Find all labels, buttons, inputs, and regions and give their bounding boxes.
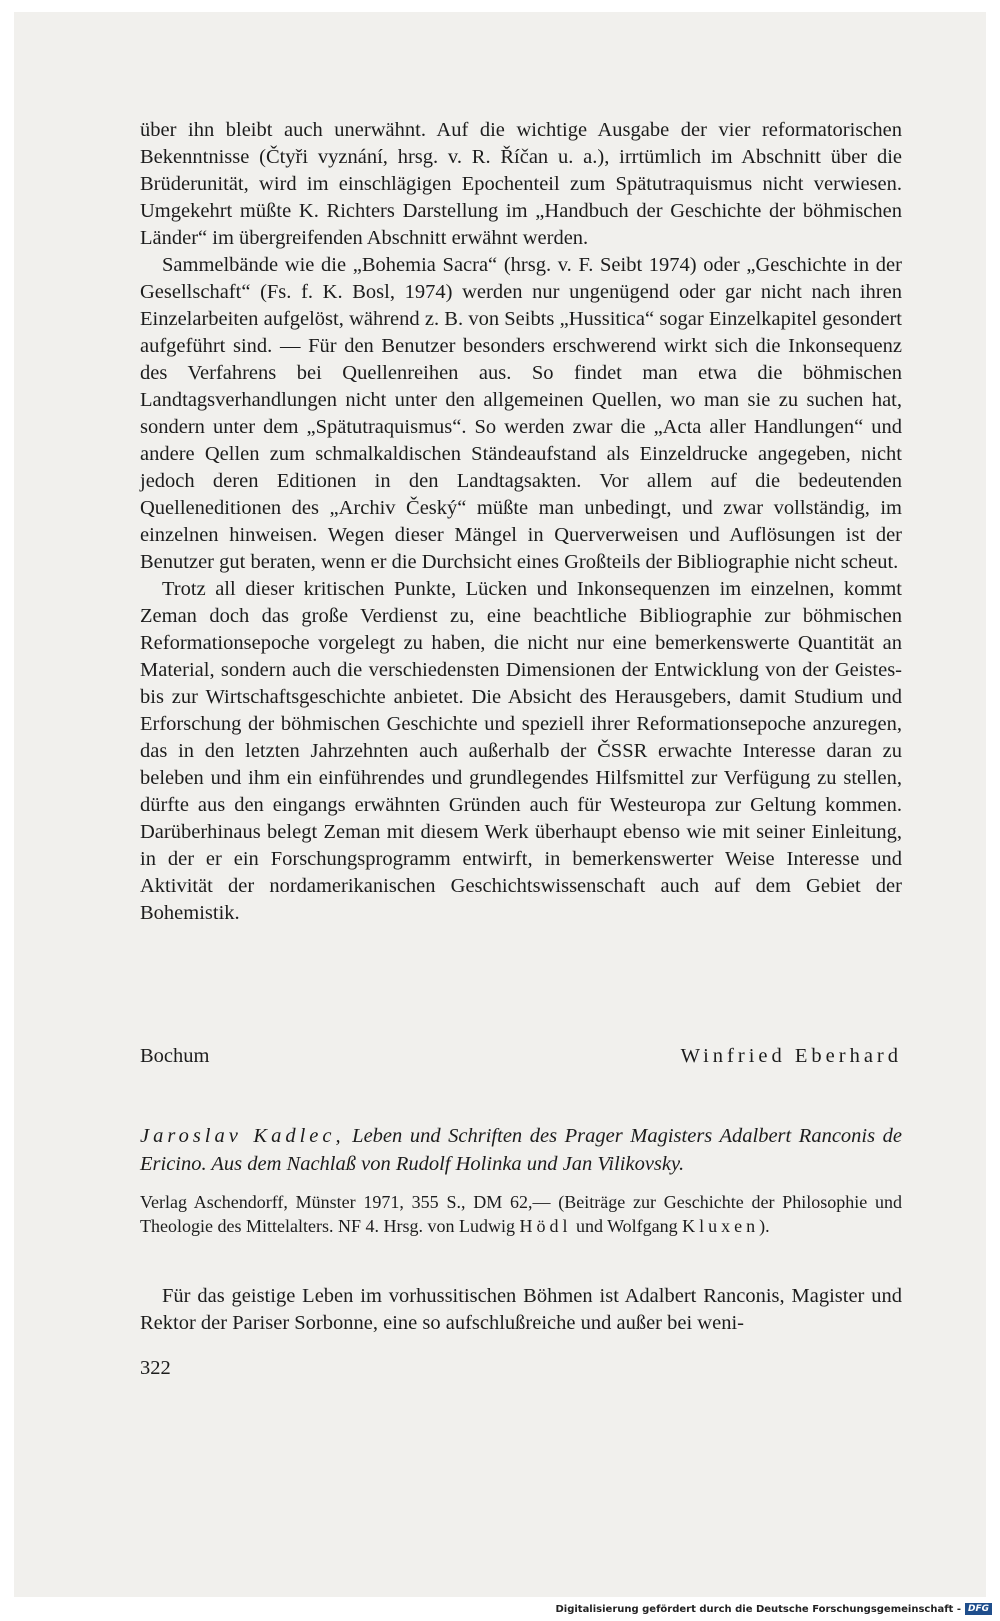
publication-text: Verlag Aschendorff, Münster 1971, 355 S., DM 62,— (Beiträge zur Geschichte der Philosophie und Theologie des Mittelalters. NF 4. Hrsg. von Ludwig <box>140 1192 902 1236</box>
review-author: Jaroslav Kadlec, <box>140 1125 345 1147</box>
body-text-bottom <box>140 1283 902 1337</box>
review-heading <box>140 1122 902 1178</box>
publication-text-2: und Wolfgang <box>571 1216 683 1236</box>
paragraph-4: Für das geistige Leben im vorhussitischen Böhmen ist Adalbert Ranconis, Magister und Rektor der Pariser Sorbonne, eine so aufschlußreiche und außer bei weni- <box>140 1285 902 1334</box>
body-text-top <box>140 117 902 927</box>
signature-author: Winfried Eberhard <box>680 1045 902 1067</box>
review-title: Leben und Schriften des Prager Magisters Adalbert Ranconis de Ericino. Aus dem Nachlaß von Rudolf Holinka und Jan Vilikovsky. <box>140 1125 903 1175</box>
signature-row <box>140 1045 902 1068</box>
paragraph-1: über ihn bleibt auch unerwähnt. Auf die wichtige Ausgabe der vier reformatorischen Bekenntnisse (Čtyři vyznání, hrsg. v. R. Říčan u. a.), irrtümlich im Abschnitt über die Brüderunität, wird im einschlägigen Epochenteil zum Spätutraquismus nicht verwiesen. Umgekehrt müßte K. Richters Darstellung im „Handbuch der Geschichte der böhmischen Länder“ im übergreifenden Abschnitt erwähnt werden. <box>140 119 902 249</box>
footer-text: Digitalisierung gefördert durch die Deutsche Forschungsgemeinschaft - <box>555 1603 961 1615</box>
editor-name-2: Kluxen <box>682 1216 760 1236</box>
digitization-footer <box>555 1603 992 1615</box>
review-publication-info <box>140 1190 902 1238</box>
paragraph-2: Sammelbände wie die „Bohemia Sacra“ (hrsg. v. F. Seibt 1974) oder „Geschichte in der Gesellschaft“ (Fs. f. K. Bosl, 1974) werden nur ungenügend oder gar nicht nach ihren Einzelarbeiten aufgelöst, während z. B. von Seibts „Hussitica“ sogar Einzelkapitel gesondert aufgeführt sind. — Für den Benutzer besonders erschwerend wirkt sich die Inkonsequenz des Verfahrens bei Quellenreihen aus. So findet man etwa die böhmischen Landtagsverhandlungen nicht unter den allgemeinen Quellen, wo man sie zu suchen hat, sondern unter dem „Spätutraquismus“. So werden zwar die „Acta aller Handlungen“ und andere Qellen zum schmalkaldischen Ständeaufstand als Einzeldrucke angegeben, nicht jedoch deren Editionen in den Landtagsakten. Vor allem auf die bedeutenden Quelleneditionen des „Archiv Český“ müßte man unbedingt, und zwar vollständig, im einzelnen hinweisen. Wegen dieser Mängel in Querverweisen und Auflösungen ist der Benutzer gut beraten, wenn er die Durchsicht eines Großteils der Bibliographie nicht scheut. <box>140 254 902 573</box>
paragraph-3: Trotz all dieser kritischen Punkte, Lücken und Inkonsequenzen im einzelnen, kommt Zeman doch das große Verdienst zu, eine beachtliche Bibliographie zur böhmischen Reformationsepoche vorgelegt zu haben, die nicht nur eine bemerkenswerte Quantität an Material, sondern auch die verschiedensten Dimensionen der Entwicklung von der Geistes- bis zur Wirtschaftsgeschichte anbietet. Die Absicht des Herausgebers, damit Studium und Erforschung der böhmischen Geschichte und speziell ihrer Reformationsepoche anzuregen, das in den letzten Jahrzehnten auch außerhalb der ČSSR erwachte Interesse daran zu beleben und ihm ein einführendes und grundlegendes Hilfsmittel zur Verfügung zu stellen, dürfte aus den eingangs erwähnten Gründen auch für Westeuropa zur Geltung kommen. Darüberhinaus belegt Zeman mit diesem Werk überhaupt ebenso wie mit seiner Einleitung, in der er ein Forschungsprogramm entwirft, in bemerkenswerter Weise Interesse und Aktivität der nordamerikanischen Geschichtswissenschaft auch auf dem Gebiet der Bohemistik. <box>140 578 902 924</box>
editor-name-1: Hödl <box>519 1216 572 1236</box>
page-number: 322 <box>140 1357 171 1379</box>
signature-place: Bochum <box>140 1045 210 1067</box>
dfg-logo-icon: DFG <box>965 1603 992 1615</box>
publication-text-3: ). <box>759 1216 770 1236</box>
